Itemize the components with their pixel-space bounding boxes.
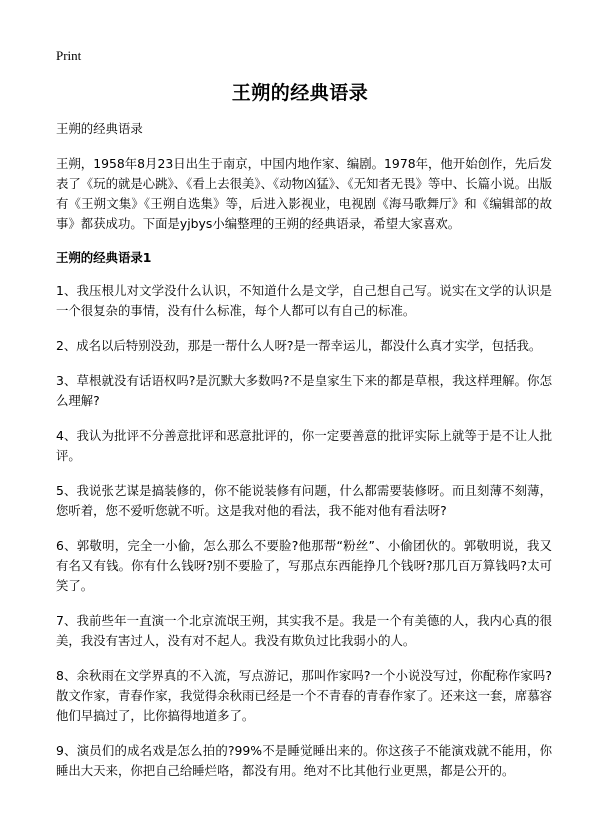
quote-paragraph: 2、成名以后特别没劲，那是一帮什么人呀?是一帮幸运儿，都没什么真才实学，包括我。 [56,338,542,353]
article-subtitle: 王朔的经典语录 [56,121,143,136]
quote-paragraph: 4、我认为批评不分善意批评和恶意批评的，你一定要善意的批评实际上就等于是不让人批评。 [56,428,552,463]
intro-paragraph: 王朔，1958年8月23日出生于南京，中国内地作家、编剧。1978年，他开始创作，先后发表了《玩的就是心跳》、《看上去很美》、《动物凶猛》、《无知者无畏》等中、长篇小说。出版有《王朔文集》《王朔自选集》等，后进入影视业，电视剧《海马歌舞厅》和《编辑部的故事》都获成功。下面是yjbys小编整理的王朔的经典语录，希望大家喜欢。 [56,156,552,231]
section-heading: 王朔的经典语录1 [56,250,152,265]
quote-paragraph: 7、我前些年一直演一个北京流氓王朔，其实我不是。我是一个有美德的人，我内心真的很美，我没有害过人，没有对不起人。我没有欺负过比我弱小的人。 [56,613,552,648]
page-title: 王朔的经典语录 [231,82,369,104]
print-link[interactable]: Print [56,48,82,63]
article-body [56,119,552,796]
quote-paragraph: 8、余秋雨在文学界真的不入流，写点游记，那叫作家吗?一个小说没写过，你配称作家吗?散文作家，青春作家，我觉得余秋雨已经是一个不青春的青春作家了。还来这一套，席慕容他们早搞过了，比你搞得地道多了。 [56,668,552,723]
quote-paragraph: 5、我说张艺谋是搞装修的，你不能说装修有问题，什么都需要装修呀。而且刻薄不刻薄，您听着，您不爱听您就不听。这是我对他的看法，我不能对他有看法呀? [56,483,552,518]
quote-paragraph: 6、郭敬明，完全一小偷，怎么那么不要脸?他那帮“粉丝”、小偷团伙的。郭敬明说，我又有名又有钱。你有什么钱呀?别不要脸了，写那点东西能挣几个钱呀?那几百万算钱吗?太可笑了。 [56,538,552,593]
quote-paragraph: 1、我压根儿对文学没什么认识，不知道什么是文学，自己想自己写。说实在文学的认识是一个很复杂的事情，没有什么标准，每个人都可以有自己的标准。 [56,283,552,318]
quote-paragraph: 3、草根就没有话语权吗?是沉默大多数吗?不是皇家生下来的都是草根，我这样理解。你怎么理解? [56,373,552,408]
quote-paragraph: 9、演员们的成名戏是怎么拍的?99%不是睡觉睡出来的。你这孩子不能演戏就不能用，你睡出大天来，你把自己给睡烂咯，都没有用。绝对不比其他行业更黑，都是公开的。 [56,743,552,778]
